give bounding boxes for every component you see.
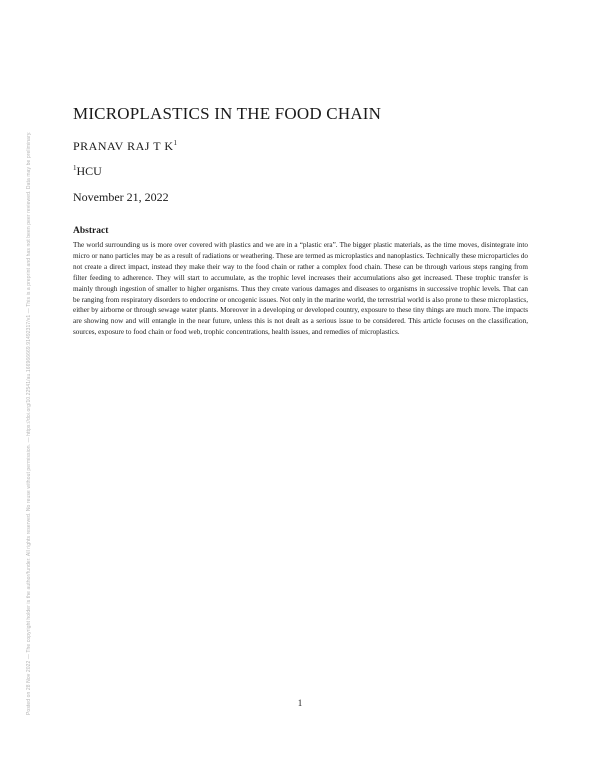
publication-date: November 21, 2022 [73,190,169,204]
preprint-watermark: Posted on 28 Nov 2022 — The copyright holder is the author/funder. All rights reserved. No reuse without permission. — https://doi.org/10.22541/au.166966669.91492317/v1 — This is a preprint and has not been peer reviewed. Data may be preliminary. [26,131,32,715]
page-number: 1 [297,698,303,708]
author-affiliation-mark: 1 [173,139,178,147]
affiliation-line [73,164,102,179]
paper-title: MICROPLASTICS IN THE FOOD CHAIN [73,104,382,123]
affiliation-name: HCU [76,164,102,178]
abstract-text: The world surrounding us is more over covered with plastics and we are in a “plastic era”. The bigger plastic materials, as the time moves, disintegrate into micro or nano particles may be as a result of radiations or weathering. These are termed as microplastics and nanoplastics. Technically these microparticles do not create a direct impact, instead they make their way to the food chain or rather a complex food chain. These can be through various steps ranging from filter feeding to adherence. They will start to accumulate, as the trophic level increases their accumulations also get increased. These trophic transfer is mainly through ingestion of smaller to higher organisms. Thus they create various damages and diseases to organisms in successive trophic levels. That can be ranging from respiratory disorders to endocrine or oncogenic issues. Not only in the marine world, the terrestrial world is also prone to these microplastics, either by airborne or through sewage water plants. Moreover in a developing or developed country, exposure to these tiny things are much more. The impacts are showing now and will entangle in the near future, unless this is not dealt as a serious issue to be considered. This article focuses on the classification, sources, exposure to food chain or food web, trophic concentrations, health issues, and remedies of microplastics. [73,241,528,337]
abstract-heading: Abstract [73,226,109,236]
affiliation-mark: 1 [73,164,77,172]
author-name: PRANAV RAJ T K [73,139,174,153]
author-line [73,139,177,154]
